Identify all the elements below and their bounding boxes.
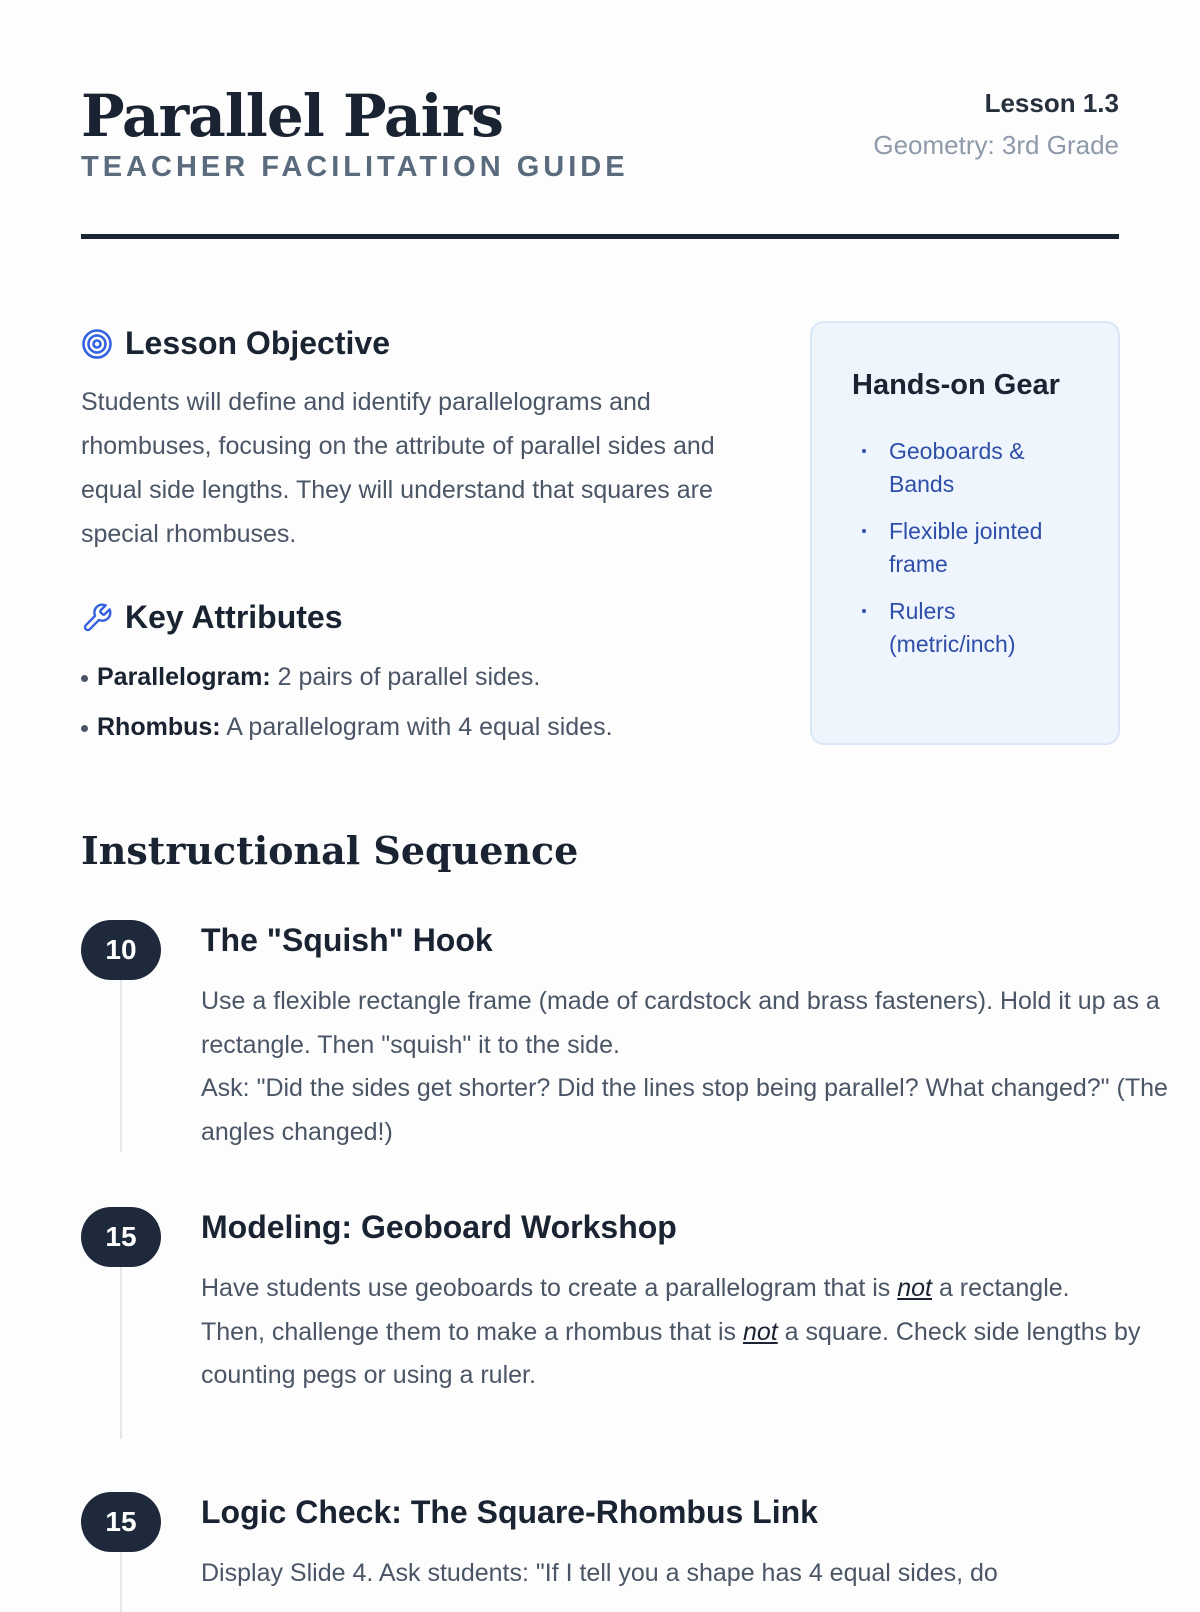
step-title: Logic Check: The Square-Rhombus Link [201,1494,818,1530]
minutes-badge: 10 [81,920,161,980]
page-header [81,78,1119,238]
objective-text: Students will define and identify parallelograms and rhombuses, focusing on the attribute of parallel sides and equal side lengths. They will understand that squares are special rhombuses. [81,388,715,548]
step-body: Display Slide 4. Ask students: "If I tell you a shape has 4 equal sides, do [201,1559,998,1587]
gear-item: Rulers (metric/inch) [852,595,1082,661]
page-title: Parallel Pairs [81,82,503,150]
sequence-step [81,1492,1140,1600]
step-body: Have students use geoboards to create a parallelogram that is not a rectangle. Then, challenge them to make a rhombus that is not a square. Check side lengths by counting pegs or using a ruler. [201,1274,1141,1389]
gear-heading: Hands-on Gear [852,369,1060,401]
target-icon [81,328,113,360]
timeline-line [120,1267,122,1439]
sequence-step [81,1207,1140,1437]
timeline-line [120,980,122,1152]
grade-label: Geometry: 3rd Grade [873,130,1119,160]
emphasis-not: not [897,1274,933,1302]
header-divider [81,234,1119,239]
step-body: Use a flexible rectangle frame (made of cardstock and brass fasteners). Hold it up as a rectangle. Then "squish" it to the side. Ask: "Did the sides get shorter? Did the lines stop being parallel? What changed?" (The angles changed!) [201,987,1168,1146]
emphasis-not: not [742,1317,778,1346]
attribute-item: Parallelogram: 2 pairs of parallel sides. [81,652,613,702]
lesson-number: Lesson 1.3 [984,88,1119,118]
gear-item: Flexible jointed frame [852,515,1082,581]
objective-heading [81,325,390,362]
minutes-badge: 15 [81,1492,161,1552]
objective-heading-text: Lesson Objective [125,325,390,361]
step-title: Modeling: Geoboard Workshop [201,1209,677,1245]
sequence-step [81,920,1168,1150]
gear-item: Geoboards & Bands [852,435,1082,501]
wrench-icon [81,602,113,634]
attributes-heading [81,599,343,636]
attribute-item: Rhombus: A parallelogram with 4 equal sides. [81,702,613,752]
timeline-line [120,1552,122,1612]
gear-list [852,435,1082,675]
attributes-heading-text: Key Attributes [125,599,343,635]
attribute-list [81,652,613,752]
gear-card [810,321,1120,745]
step-title: The "Squish" Hook [201,922,493,958]
minutes-badge: 15 [81,1207,161,1267]
page-subtitle: TEACHER FACILITATION GUIDE [81,151,629,183]
sequence-heading: Instructional Sequence [81,828,579,873]
